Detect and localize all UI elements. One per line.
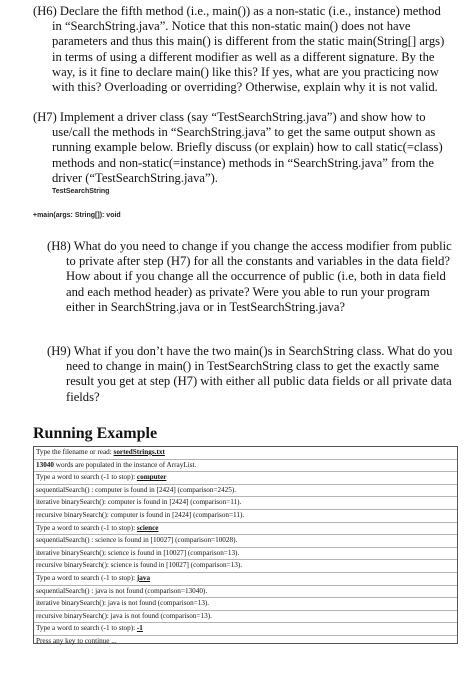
console-line-text: Type a word to search (-1 to stop): bbox=[36, 473, 137, 482]
console-line bbox=[34, 485, 457, 498]
console-user-input: -1 bbox=[136, 624, 143, 633]
console-line-text: Type a word to search (-1 to stop): bbox=[36, 624, 137, 633]
console-line bbox=[34, 510, 457, 523]
console-user-input: sortedStrings.txt bbox=[113, 448, 165, 456]
console-line-text: Type a word to search (-1 to stop): bbox=[36, 573, 137, 582]
question-h9: (H9) What if you don’t have the two main()s in SearchString class. What do you need to change in main() in TestSearchString class to get the exactly same result you get at step (H7) with either all public data fields or all private data fields? bbox=[47, 344, 453, 404]
console-line bbox=[34, 636, 457, 648]
console-line bbox=[34, 447, 457, 460]
console-line-text: sequentialSearch() : science is found in [10027] (comparison=10028). bbox=[36, 536, 238, 545]
console-line-text: Type the filename or read: bbox=[36, 448, 114, 456]
console-line bbox=[34, 598, 457, 611]
console-line bbox=[34, 623, 457, 636]
console-line-text: Type a word to search (-1 to stop): bbox=[36, 523, 137, 532]
console-line bbox=[34, 523, 457, 536]
console-line-text: recursive binarySearch(): java is not found (comparison=13). bbox=[36, 611, 212, 620]
running-example-console bbox=[33, 446, 458, 644]
console-line bbox=[34, 497, 457, 510]
console-line-text: words are populated in the instance of ArrayList. bbox=[53, 460, 197, 469]
console-user-input: java bbox=[136, 573, 151, 582]
console-line-text: recursive binarySearch(): computer is found in [2424] (comparison=11). bbox=[36, 510, 245, 519]
console-line bbox=[34, 560, 457, 573]
console-line-text: Press any key to continue ... bbox=[36, 636, 117, 645]
console-line-text: sequentialSearch() : java is not found (comparison=13040). bbox=[36, 586, 208, 595]
console-line bbox=[34, 460, 457, 473]
console-line bbox=[34, 535, 457, 548]
console-user-input: science bbox=[136, 523, 159, 532]
console-line-text: sequentialSearch() : computer is found in [2424] (comparison=2425). bbox=[36, 485, 237, 494]
console-line bbox=[34, 611, 457, 624]
console-line bbox=[34, 472, 457, 485]
console-line-text: iterative binarySearch(): science is found in [10027] (comparison=13). bbox=[36, 548, 240, 557]
console-line-text: iterative binarySearch(): java is not found (comparison=13). bbox=[36, 599, 210, 608]
uml-method-signature: +main(args: String[]): void bbox=[33, 212, 121, 219]
console-line bbox=[34, 586, 457, 599]
console-user-input: computer bbox=[136, 473, 167, 482]
question-h8: (H8) What do you need to change if you change the access modifier from public to private after step (H7) for all the constants and variables in the data field? How about if you change all the occurrence of public (i.e, both in data field and each method header) as private? Were you able to run your program either in SearchString.java or in TestSearchString.java? bbox=[47, 239, 452, 314]
console-line bbox=[34, 548, 457, 561]
uml-class-name: TestSearchString bbox=[52, 188, 110, 195]
question-h7: (H7) Implement a driver class (say “TestSearchString.java”) and show how to use/call the methods in “SearchString.java” to get the same output shown as running example below. Briefly discuss (or explain) how to call static(=class) methods and non-static(=instance) methods in “SearchString.java” from the driver (“TestSearchString.java”). bbox=[33, 110, 443, 185]
console-line-text: recursive binarySearch(): science is found in [10027] (comparison=13). bbox=[36, 561, 243, 570]
console-user-input: 13040 bbox=[36, 460, 54, 469]
console-line-text: iterative binarySearch(): computer is found in [2424] (comparison=11). bbox=[36, 498, 242, 507]
question-h6: (H6) Declare the fifth method (i.e., main()) as a non-static (i.e., instance) method in “SearchString.java”. Notice that this non-static main() does not have parameters and thus this main() is different from the static main(String[] args) in terms of using a different modifier as well as a different signature. By the way, is it fine to declare main() like this? If yes, what are you practicing now with this? Overloading or overriding? Otherwise, explain why it is not valid. bbox=[33, 4, 445, 95]
running-example-heading: Running Example bbox=[33, 425, 158, 442]
console-line bbox=[34, 573, 457, 586]
